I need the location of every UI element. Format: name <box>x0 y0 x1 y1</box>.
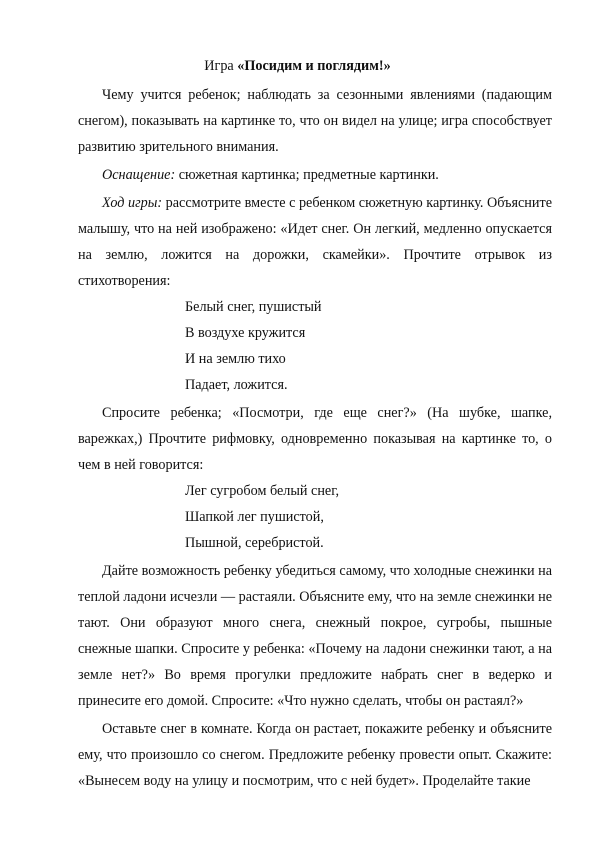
title-prefix: Игра <box>204 58 238 74</box>
document-body <box>78 82 552 794</box>
document-title <box>0 56 595 76</box>
game-course-label: Ход игры: <box>102 195 163 211</box>
game-course-text: рассмотрите вместе с ребенком сюжетную картинку. Объясните малышу, что на ней изображено: «Идет снег. Он легкий, медленно опускается на землю, ложится на дорожки, скамейки». Прочтите отрывок из стихотворения: <box>78 195 552 289</box>
verse-line: Белый снег, пушистый <box>185 299 322 315</box>
paragraph-game-course <box>78 190 552 294</box>
paragraph-ask-child: Спросите ребенка; «Посмотри, где еще снег?» (На шубке, шапке, варежках,) Прочтите рифмовку, одновременно показывая на картинке то, о чем в ней говорится: <box>78 405 552 473</box>
paragraph-equipment <box>78 162 552 188</box>
verse-line: Падает, ложится. <box>185 377 288 393</box>
rhyme-line: Шапкой лег пушистой, <box>185 509 324 525</box>
paragraph-experiment: Оставьте снег в комнате. Когда он растает, покажите ребенку и объясните ему, что произошло со снегом. Предложите ребенку провести опыт. Скажите: «Вынесем воду на улицу и посмотрим, что с ней будет». Проделайте такие <box>78 721 552 789</box>
verse-line: В воздухе кружится <box>185 325 306 341</box>
paragraph-goals: Чему учится ребенок; наблюдать за сезонными явлениями (падающим снегом), показывать на картинке то, что он видел на улице; игра способствует развитию зрительного внимания. <box>78 87 552 155</box>
paragraph-snowflakes: Дайте возможность ребенку убедиться самому, что холодные снежинки на теплой ладони исчезли — растаяли. Объясните ему, что на земле снежинки не тают. Они образуют много снега, снежный покрое, сугробы, пышные снежные шапки. Спросите у ребенка: «Почему на ладони снежинки тают, а на земле нет?» Во время прогулки предложите набрать снег в ведерко и принесите его домой. Спросите: «Что нужно сделать, чтобы он растаял?» <box>78 563 552 709</box>
verse-line: И на землю тихо <box>185 351 286 367</box>
game-name: «Посидим и поглядим!» <box>237 58 391 74</box>
rhyme-line: Пышной, серебристой. <box>185 535 324 551</box>
equipment-label: Оснащение: <box>102 167 176 183</box>
rhyme-line: Лег сугробом белый снег, <box>185 483 339 499</box>
equipment-text: сюжетная картинка; предметные картинки. <box>175 167 439 183</box>
